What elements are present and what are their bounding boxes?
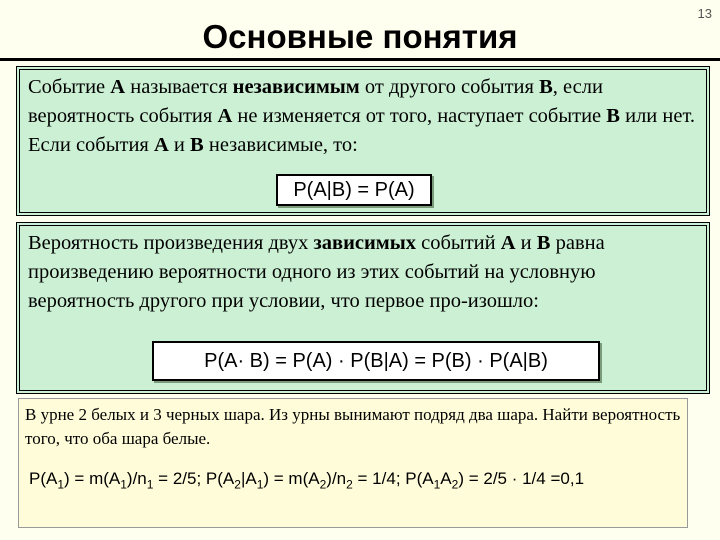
example-problem-box: [18, 398, 688, 528]
page-number: 13: [697, 6, 712, 21]
independence-definition-box: [16, 66, 710, 216]
slide-title: Основные понятия: [202, 18, 518, 55]
term-dependent: зависимых: [313, 232, 417, 254]
example-solution: $P(A_1) = m(A_1)/n_1 = 2/5$; $P(A_2|A_1) = m(A_2)/n_2 = 1/4$; $P(A_1A_2) = 2/5 \cdot 1/4 =0,1$: [29, 469, 585, 492]
title-underline: [0, 58, 720, 61]
multiplication-formula: P(A· B) = P(A) · P(B|A) = P(B) · P(A|B): [152, 341, 600, 381]
term-independent: независимым: [232, 76, 360, 98]
dependent-product-box: [16, 222, 710, 394]
independence-definition-text: Событие А называется независимым от другого события В, если вероятность события А не изменяется от того, наступает событие В или нет. Если события А и В независимые, то:: [28, 76, 696, 156]
example-problem-text: В урне 2 белых и 3 черных шара. Из урны вынимают подряд два шара. Найти вероятность того, что оба шара белые.: [25, 405, 681, 448]
dependent-product-text: Вероятность произведения двух зависимых событий А и В равна произведению вероятности одного из этих событий на условную вероятность другого при условии, что первое про-изошло:: [28, 232, 605, 312]
independence-formula: P(A|B) = P(A): [276, 174, 432, 206]
